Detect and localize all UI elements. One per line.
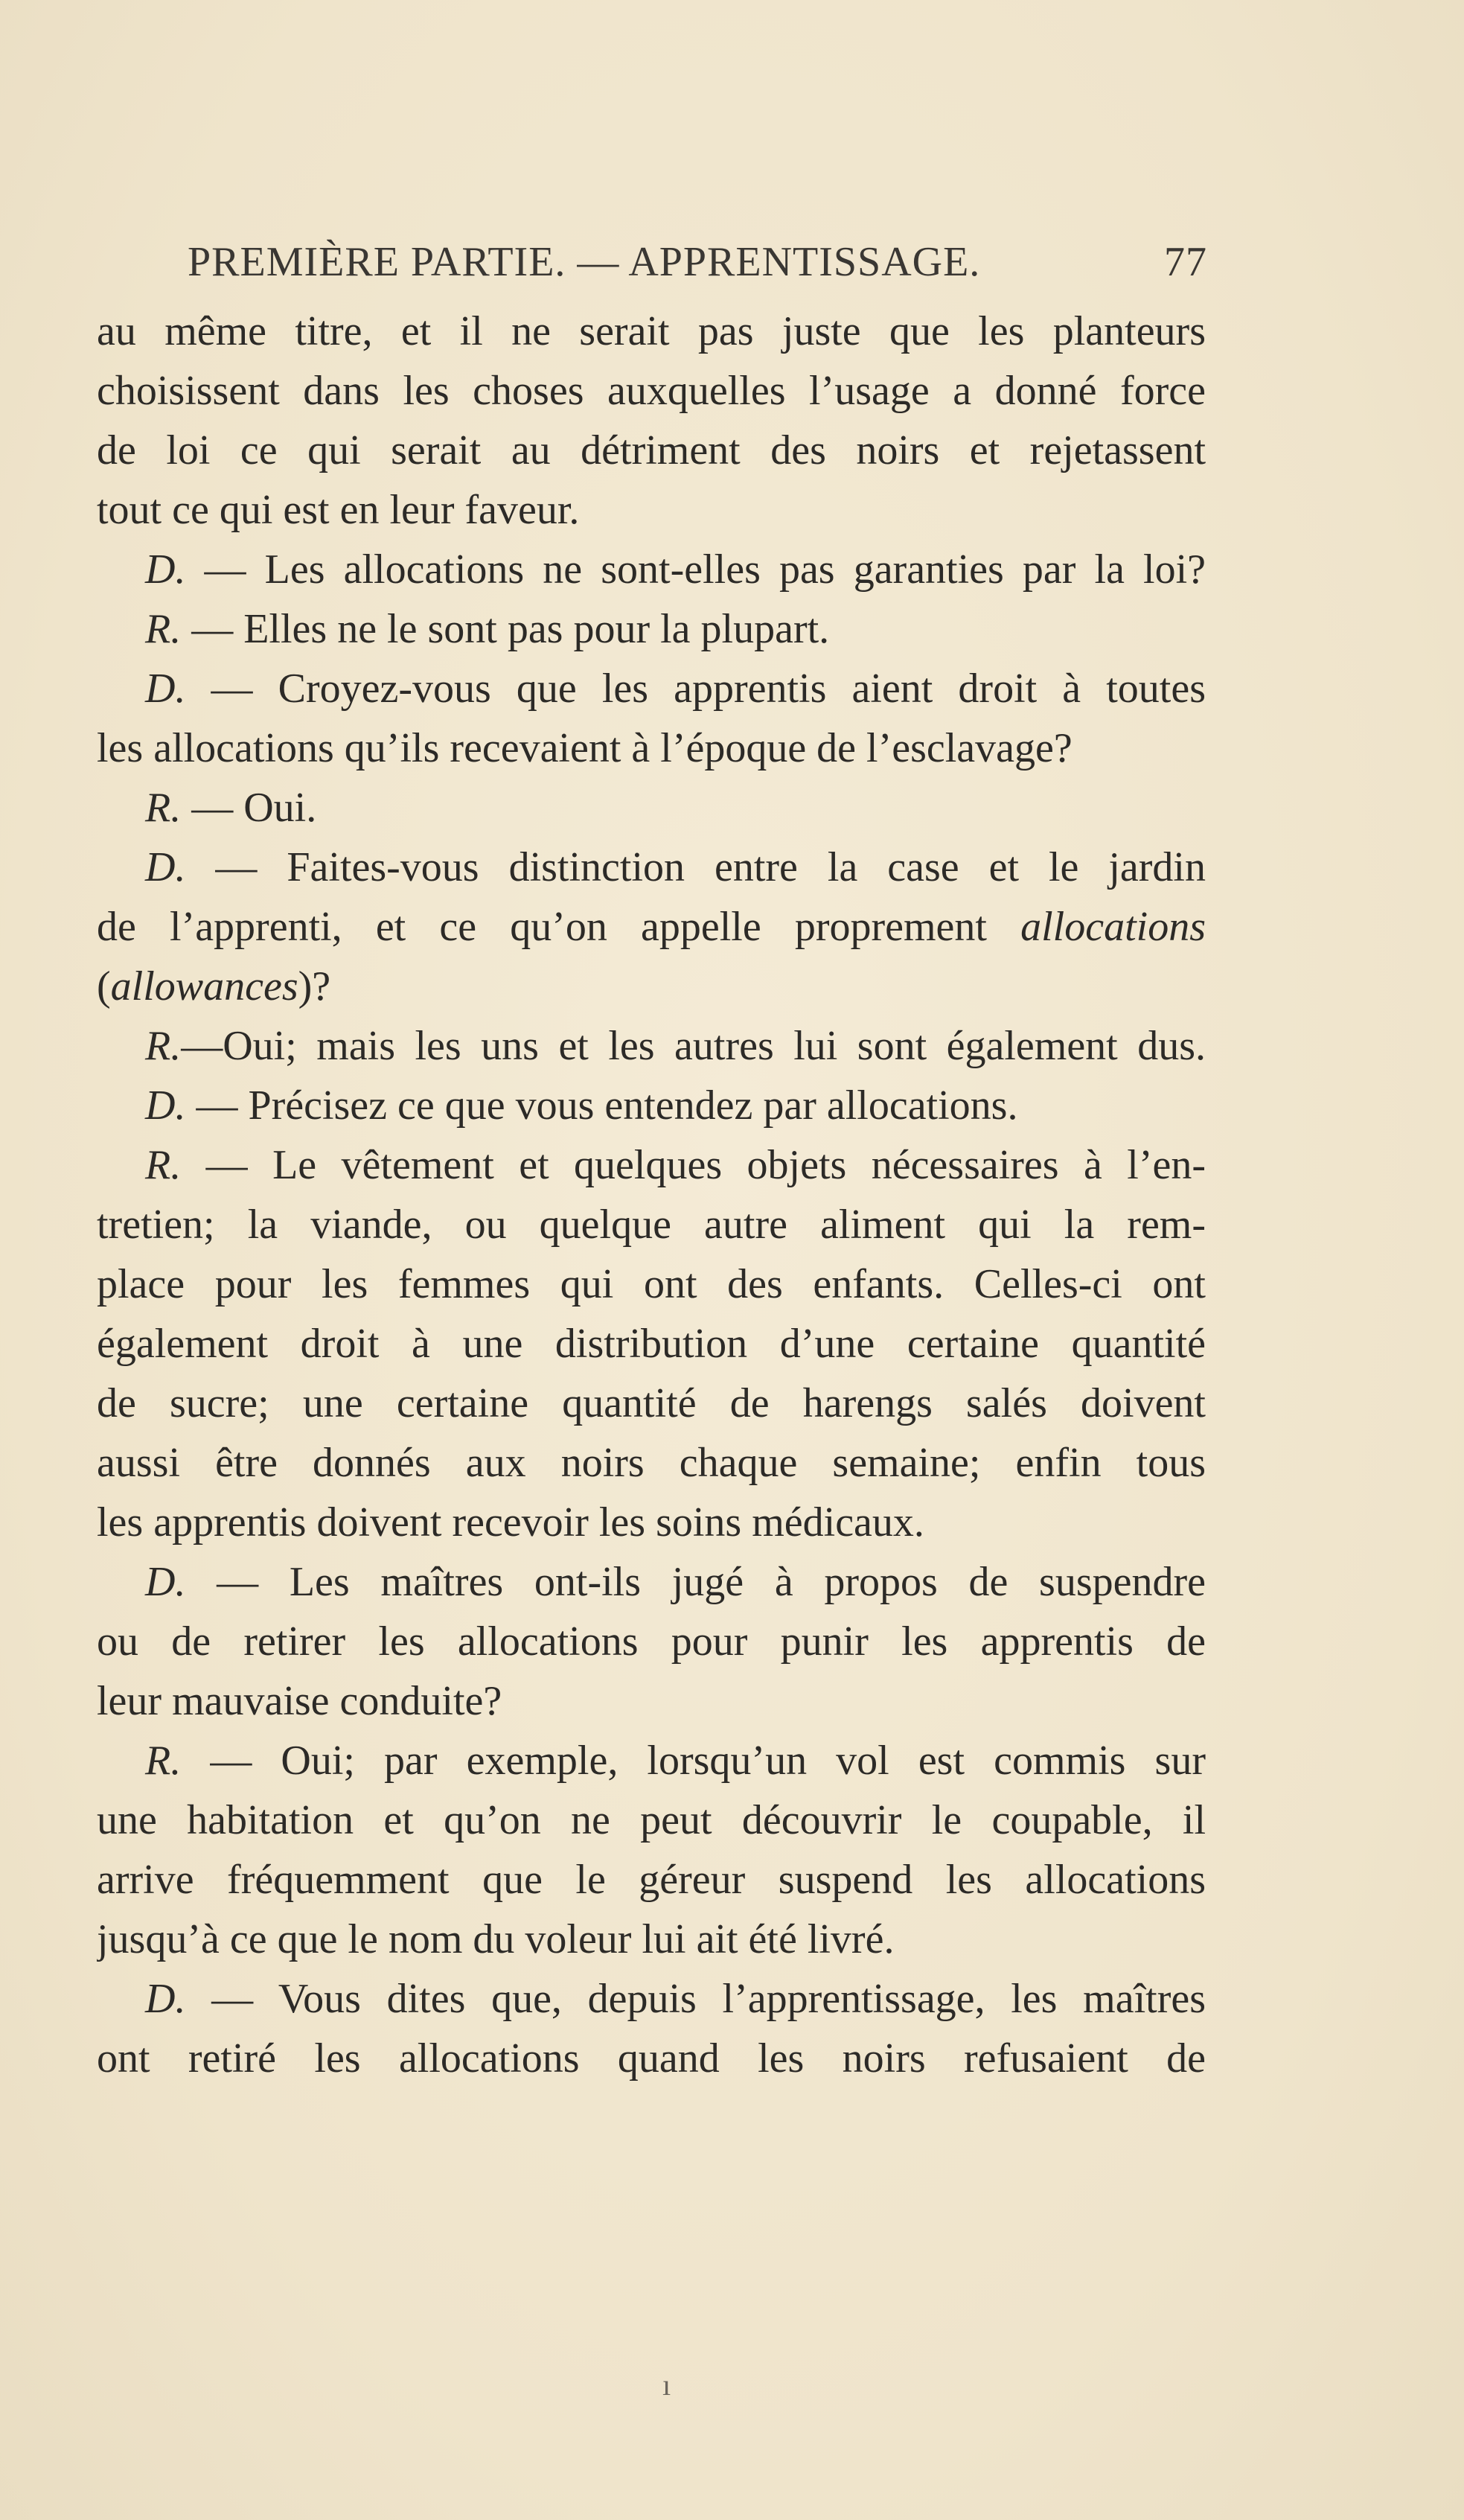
text-line bbox=[97, 421, 1206, 480]
text-segment: de loi ce qui serait au détriment des noirs et rejetassent bbox=[97, 427, 1206, 473]
text-line bbox=[97, 778, 1206, 838]
text-segment: ont retiré les allocations quand les noirs refusaient de bbox=[97, 2035, 1206, 2082]
italic-text: R. bbox=[145, 1023, 182, 1069]
italic-text: D. bbox=[145, 844, 186, 890]
text-segment: également droit à une distribution d’une certaine quantité bbox=[97, 1321, 1206, 1367]
text-line bbox=[97, 1135, 1206, 1195]
text-segment: au même titre, et il ne serait pas juste que les planteurs bbox=[97, 308, 1206, 354]
text-segment: jusqu’à ce que le nom du voleur lui ait été livré. bbox=[97, 1916, 895, 1962]
text-segment: tretien; la viande, ou quelque autre aliment qui la rem- bbox=[97, 1202, 1206, 1248]
text-segment: les allocations qu’ils recevaient à l’époque de l’esclavage? bbox=[97, 725, 1073, 771]
text-line bbox=[97, 1552, 1206, 1612]
text-line bbox=[97, 897, 1206, 957]
running-header bbox=[188, 232, 1207, 292]
text-line bbox=[97, 1671, 1206, 1731]
text-line bbox=[97, 1433, 1206, 1493]
text-line bbox=[97, 540, 1206, 599]
italic-text: D. bbox=[145, 1082, 186, 1129]
text-segment: de sucre; une certaine quantité de harengs salés doivent bbox=[97, 1380, 1206, 1426]
italic-text: D. bbox=[145, 1976, 186, 2022]
text-segment: ou de retirer les allocations pour punir les apprentis de bbox=[97, 1618, 1206, 1665]
text-line bbox=[97, 1016, 1206, 1076]
text-line bbox=[97, 1314, 1206, 1374]
text-line bbox=[97, 1374, 1206, 1433]
text-segment: tout ce qui est en leur faveur. bbox=[97, 487, 580, 533]
text-line bbox=[97, 1731, 1206, 1790]
text-segment: aussi être donnés aux noirs chaque semaine; enfin tous bbox=[97, 1440, 1206, 1486]
text-segment: arrive fréquemment que le géreur suspend les allocations bbox=[97, 1857, 1206, 1903]
text-segment: — Croyez-vous que les apprentis aient droit à toutes bbox=[185, 666, 1206, 712]
text-segment: — Les allocations ne sont-elles pas garanties par la loi? bbox=[185, 546, 1206, 593]
italic-text: allowances bbox=[110, 963, 298, 1009]
text-line bbox=[97, 1493, 1206, 1552]
italic-text: R. bbox=[145, 785, 182, 831]
italic-text: D. bbox=[145, 1559, 186, 1605]
text-line bbox=[97, 1195, 1206, 1254]
italic-text: allocations bbox=[1020, 904, 1206, 950]
text-line bbox=[97, 659, 1206, 718]
text-segment: ( bbox=[97, 963, 111, 1009]
text-segment: — Faites-vous distinction entre la case et le jardin bbox=[185, 844, 1206, 890]
text-segment: — Oui; par exemple, lorsqu’un vol est commis sur bbox=[181, 1738, 1206, 1784]
text-line bbox=[97, 957, 1206, 1016]
text-line bbox=[97, 718, 1206, 778]
text-segment: — Vous dites que, depuis l’apprentissage, les maîtres bbox=[185, 1976, 1206, 2022]
text-segment: — Les maîtres ont-ils jugé à propos de suspendre bbox=[185, 1559, 1206, 1605]
text-segment: les apprentis doivent recevoir les soins médicaux. bbox=[97, 1499, 924, 1546]
italic-text: R. bbox=[145, 606, 182, 652]
text-line bbox=[97, 838, 1206, 897]
text-segment: choisissent dans les choses auxquelles l’usage a donné force bbox=[97, 368, 1206, 414]
text-line bbox=[97, 2029, 1206, 2088]
italic-text: R. bbox=[145, 1738, 182, 1784]
text-line bbox=[97, 1910, 1206, 1969]
text-line bbox=[97, 302, 1206, 361]
text-line bbox=[97, 1850, 1206, 1910]
text-line bbox=[97, 1790, 1206, 1850]
italic-text: D. bbox=[145, 666, 186, 712]
text-segment: place pour les femmes qui ont des enfants. Celles-ci ont bbox=[97, 1261, 1206, 1307]
text-line bbox=[97, 1969, 1206, 2029]
text-line bbox=[97, 599, 1206, 659]
page-number: 77 bbox=[1164, 239, 1207, 285]
running-head-title: PREMIÈRE PARTIE. — APPRENTISSAGE. bbox=[188, 239, 981, 285]
text-segment: )? bbox=[298, 963, 331, 1009]
text-line bbox=[97, 1612, 1206, 1671]
text-line bbox=[97, 1076, 1206, 1135]
italic-text: R. bbox=[145, 1142, 182, 1188]
text-segment: —Oui; mais les uns et les autres lui sont également dus. bbox=[181, 1023, 1206, 1069]
page-body-text bbox=[97, 302, 1206, 2088]
text-segment: leur mauvaise conduite? bbox=[97, 1678, 502, 1724]
text-line bbox=[97, 361, 1206, 421]
text-segment: — Précisez ce que vous entendez par allocations. bbox=[185, 1082, 1018, 1129]
italic-text: D. bbox=[145, 546, 186, 593]
text-line bbox=[97, 480, 1206, 540]
text-segment: — Oui. bbox=[181, 785, 317, 831]
text-segment: — Le vêtement et quelques objets nécessaires à l’en- bbox=[181, 1142, 1206, 1188]
text-segment: de l’apprenti, et ce qu’on appelle proprement bbox=[97, 904, 1021, 950]
text-line bbox=[97, 1254, 1206, 1314]
stray-ink-mark: ı bbox=[662, 2368, 671, 2402]
text-segment: une habitation et qu’on ne peut découvrir le coupable, il bbox=[97, 1797, 1206, 1843]
text-segment: — Elles ne le sont pas pour la plupart. bbox=[181, 606, 830, 652]
